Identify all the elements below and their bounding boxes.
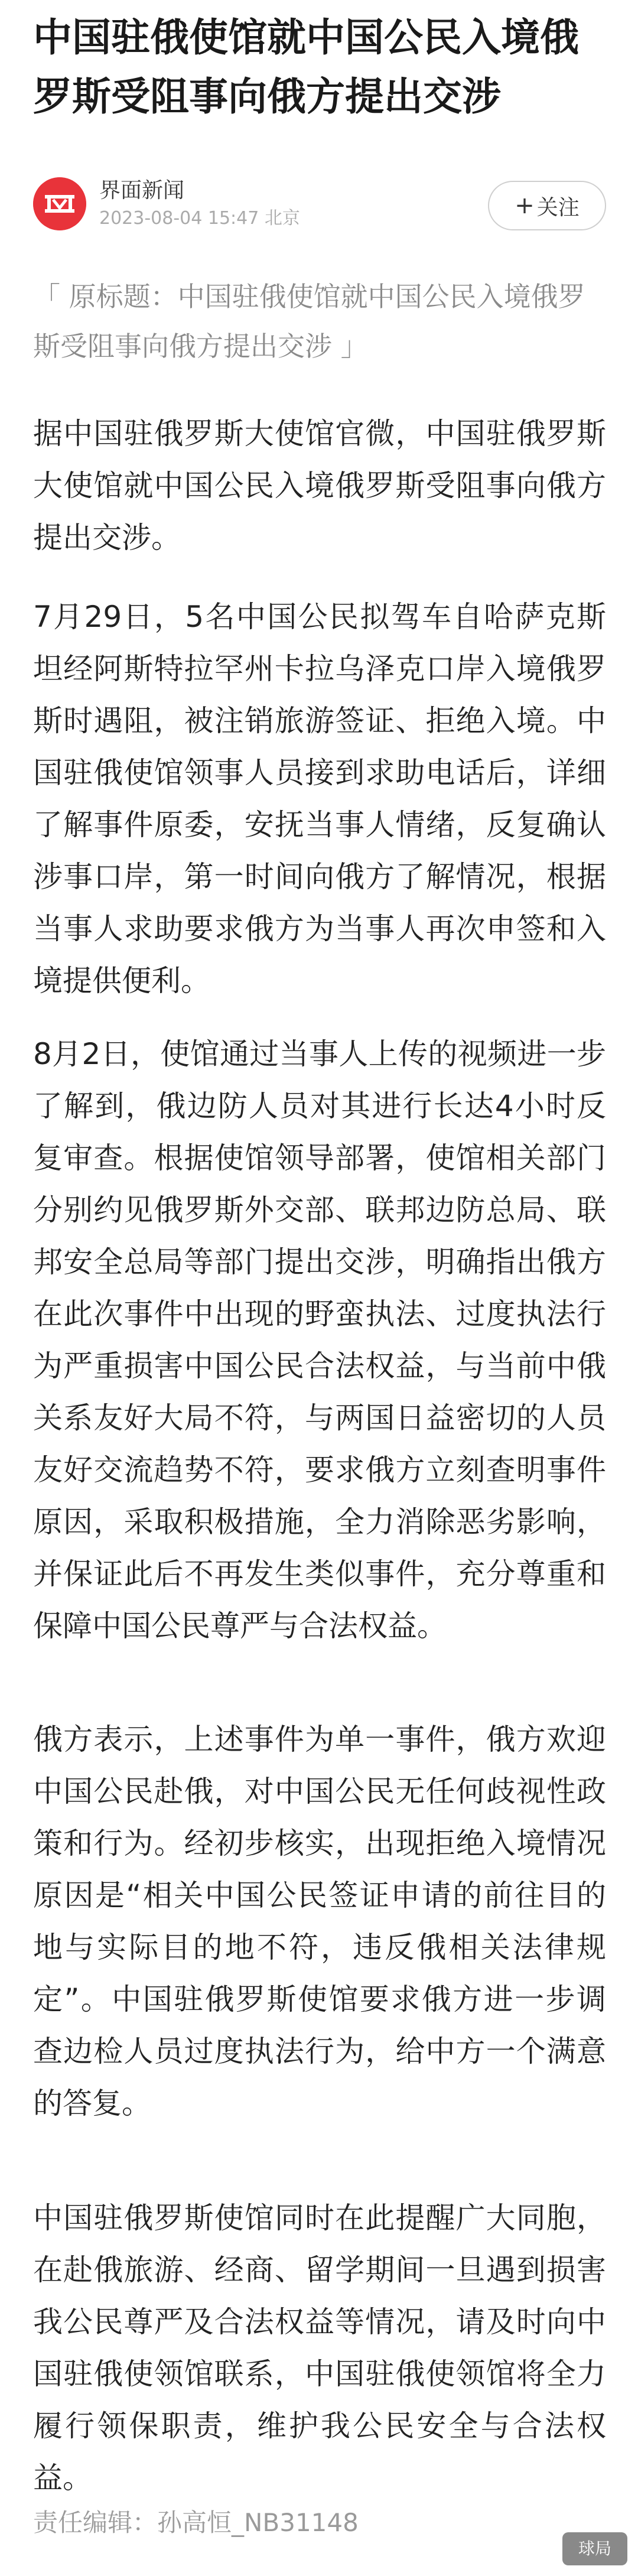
responsible-editor: 责任编辑：孙高恒_NB31148 <box>33 2508 359 2537</box>
follow-label: 关注 <box>536 195 580 220</box>
jiemian-logo-graphic <box>33 177 86 230</box>
paragraph-3: 8月2日，使馆通过当事人上传的视频进一步了解到，俄边防人员对其进行长达4小时反复审查。根据使馆领导部署，使馆相关部门分别约见俄罗斯外交部、联邦边防总局、联邦安全总局等部门提出交涉，明确指出俄方在此次事件中出现的野蛮执法、过度执法行为严重损害中国公民合法权益，与当前中俄关系友好大局不符，与两国日益密切的人员友好交流趋势不符，要求俄方立刻查明事件原因，采取积极措施，全力消除恶劣影响，并保证此后不再发生类似事件，充分尊重和保障中国公民尊严与合法权益。 <box>33 1037 606 1643</box>
paragraph-2: 7月29日，5名中国公民拟驾车自哈萨克斯坦经阿斯特拉罕州卡拉乌泽克口岸入境俄罗斯时遇阻，被注销旅游签证、拒绝入境。中国驻俄使馆领事人员接到求助电话后，详细了解事件原委，安抚当事人情绪，反复确认涉事口岸，第一时间向俄方了解情况，根据当事人求助要求俄方为当事人再次申签和入境提供便利。 <box>33 600 606 998</box>
source-name[interactable]: 界面新闻 <box>99 178 185 203</box>
plus-icon: + <box>515 192 535 219</box>
source-row <box>33 171 606 236</box>
original-title: 「 原标题：中国驻俄使馆就中国公民入境俄罗斯受阻事向俄方提出交涉 」 <box>33 281 585 362</box>
watermark-badge: 球局 <box>562 2532 627 2565</box>
publish-time: 2023-08-04 15:47 北京 <box>99 208 300 229</box>
follow-button[interactable] <box>488 181 606 230</box>
paragraph-5: 中国驻俄罗斯使馆同时在此提醒广大同胞，在赴俄旅游、经商、留学期间一旦遇到损害我公民尊严及合法权益等情况，请及时向中国驻俄使领馆联系，中国驻俄使领馆将全力履行领保职责，维护我公民安全与合法权益。 <box>33 2201 606 2495</box>
article-title: 中国驻俄使馆就中国公民入境俄罗斯受阻事向俄方提出交涉 <box>33 15 579 119</box>
paragraph-4: 俄方表示，上述事件为单一事件，俄方欢迎中国公民赴俄，对中国公民无任何歧视性政策和行为。经初步核实，出现拒绝入境情况原因是“相关中国公民签证申请的前往目的地与实际目的地不符，违反俄相关法律规定”。中国驻俄罗斯使馆要求俄方进一步调查边检人员过度执法行为，给中方一个满意的答复。 <box>33 1722 606 2120</box>
paragraph-1: 据中国驻俄罗斯大使馆官微，中国驻俄罗斯大使馆就中国公民入境俄罗斯受阻事向俄方提出交涉。 <box>33 417 606 555</box>
jiemian-logo-icon[interactable] <box>33 177 86 230</box>
